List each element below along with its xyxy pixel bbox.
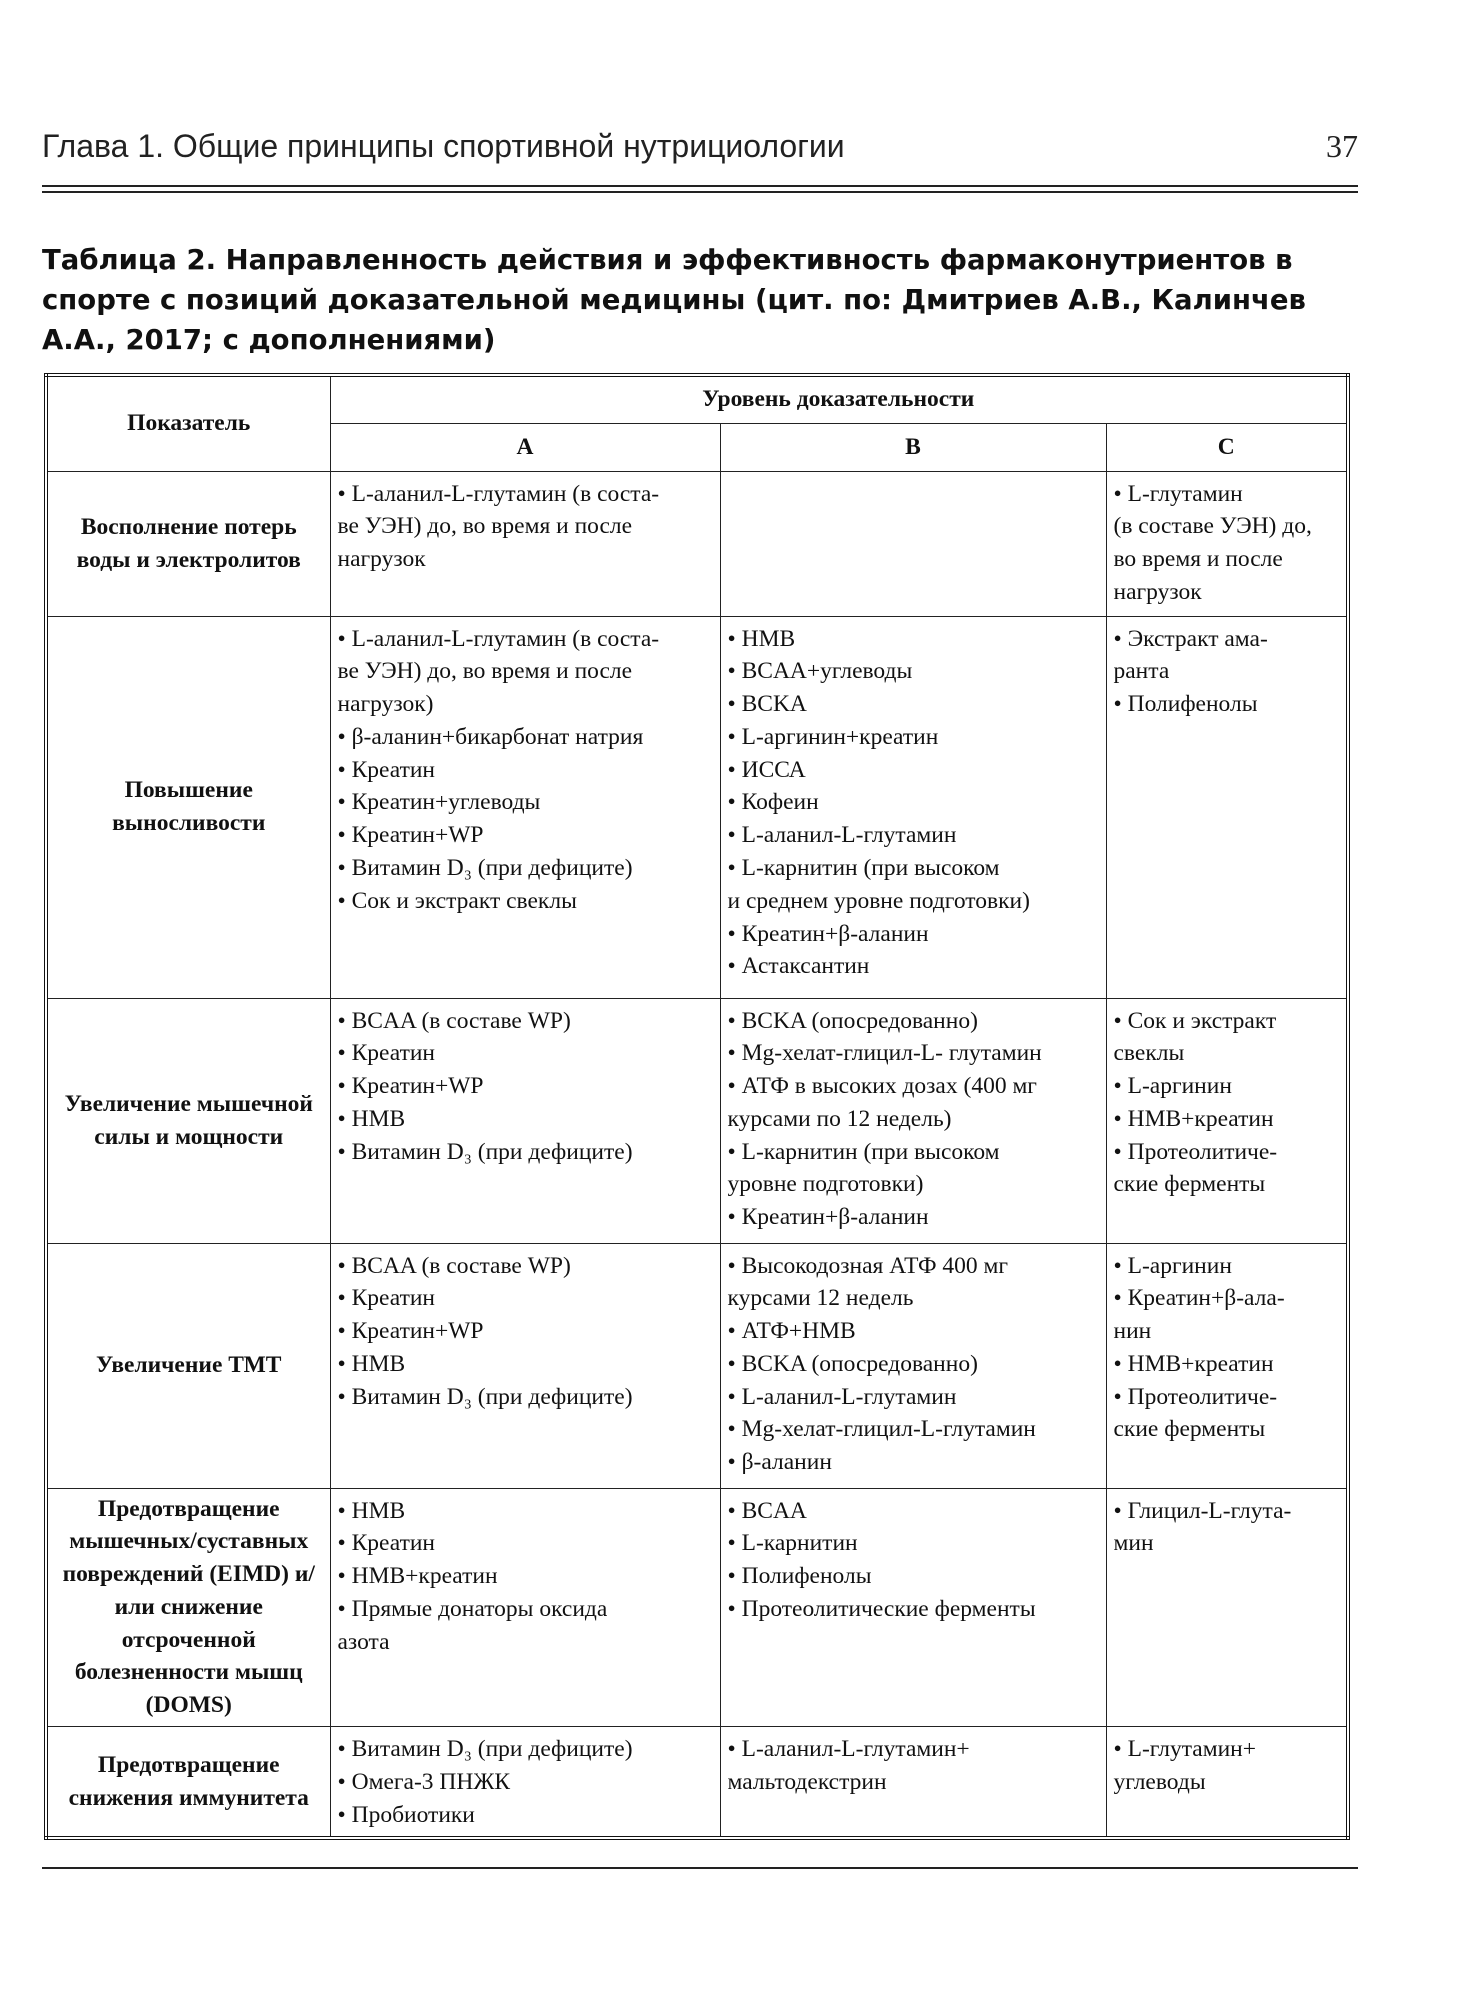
cell-line: • Креатин+WP <box>337 822 484 849</box>
cell-line: • Кофеин <box>727 789 819 816</box>
cell-line: • Сок и экстракт свеклы <box>337 887 577 914</box>
cell-line: • Витамин D₃ (при дефиците) <box>337 1736 633 1763</box>
cell-line: • Mg-хелат-глицил-L- глутамин <box>727 1040 1042 1067</box>
cell-line: • L-аланил-L-глутамин (в соста- <box>337 480 660 507</box>
header-level-b: B <box>720 423 1106 471</box>
cell-line: • Протеолитиче- <box>1113 1138 1278 1165</box>
cell-line: • Витамин D₃ (при дефиците) <box>337 855 633 882</box>
cell-level-c <box>1106 1243 1348 1488</box>
header-level-c: C <box>1106 423 1348 471</box>
cell-level-a <box>330 1243 720 1488</box>
cell-line: • L-глутамин+ <box>1113 1736 1256 1763</box>
cell-line: • Высокодозная АТФ 400 мг <box>727 1252 1009 1279</box>
cell-line: • L-аланил-L-глутамин <box>727 822 957 849</box>
cell-line: ве УЭН) до, во время и после <box>337 513 633 540</box>
cell-line: • β-аланин <box>727 1449 832 1476</box>
cell-line: • Креатин <box>337 756 435 783</box>
cell-line: • Полифенолы <box>727 1563 872 1590</box>
cell-line: • Витамин D₃ (при дефиците) <box>337 1138 633 1165</box>
row-indicator: Восполнение потерь воды и электролитов <box>46 471 330 616</box>
cell-line: • Креатин+WP <box>337 1318 484 1345</box>
cell-level-b <box>720 998 1106 1243</box>
cell-line: • HMB <box>337 1105 406 1132</box>
cell-line: • Прямые донаторы оксида <box>337 1595 608 1622</box>
row-indicator: Повышение выносливости <box>46 616 330 998</box>
cell-line: • Mg-хелат-глицил-L-глутамин <box>727 1416 1036 1443</box>
cell-line: • Полифенолы <box>1113 691 1258 718</box>
cell-line: • Витамин D₃ (при дефиците) <box>337 1383 633 1410</box>
cell-line: углеводы <box>1113 1768 1206 1795</box>
cell-line: • HMB+креатин <box>1113 1105 1274 1132</box>
header-level-a: A <box>330 423 720 471</box>
cell-level-a <box>330 1488 720 1727</box>
cell-line: • L-аргинин+креатин <box>727 723 939 750</box>
table-row <box>46 1243 1348 1488</box>
cell-line: • BCKA <box>727 691 807 718</box>
cell-line: • Креатин+β-аланин <box>727 1204 929 1231</box>
cell-line: • L-глутамин <box>1113 480 1243 507</box>
cell-line: нагрузок) <box>337 691 434 718</box>
cell-level-c <box>1106 1727 1348 1839</box>
cell-level-c <box>1106 1488 1348 1727</box>
cell-line: • АТФ+HMB <box>727 1318 856 1345</box>
cell-level-b <box>720 616 1106 998</box>
cell-line: нагрузок <box>1113 578 1202 605</box>
cell-line: • Пробиотики <box>337 1801 475 1828</box>
cell-line: нин <box>1113 1318 1152 1345</box>
cell-line: • L-аргинин <box>1113 1252 1232 1279</box>
cell-level-b <box>720 471 1106 616</box>
cell-line: • BCAA (в составе WP) <box>337 1007 571 1034</box>
cell-line: • Креатин <box>337 1040 435 1067</box>
cell-line: • Креатин+WP <box>337 1073 484 1100</box>
row-indicator: Предотвращение мышечных/суставных повреждений (EIMD) и/или снижение отсроченной болезненности мышц (DOMS) <box>46 1488 330 1727</box>
header-rule-top <box>42 185 1358 187</box>
page-number: 37 <box>1326 128 1358 164</box>
cell-line: • BCKA (опосредованно) <box>727 1350 978 1377</box>
cell-line: • HMB <box>727 625 796 652</box>
cell-line: • ИССА <box>727 756 806 783</box>
cell-line: • HMB+креатин <box>1113 1350 1274 1377</box>
cell-line: мин <box>1113 1530 1154 1557</box>
cell-line: • Глицил-L-глута- <box>1113 1497 1292 1524</box>
cell-line: • L-карнитин <box>727 1530 858 1557</box>
cell-level-c <box>1106 616 1348 998</box>
evidence-table <box>44 373 1350 1840</box>
cell-line: нагрузок <box>337 546 426 573</box>
header-rule-bottom <box>42 191 1358 193</box>
cell-level-b <box>720 1488 1106 1727</box>
cell-line: • Креатин <box>337 1530 435 1557</box>
cell-line: • L-аланил-L-глутамин (в соста- <box>337 625 660 652</box>
cell-line: уровне подготовки) <box>727 1171 924 1198</box>
cell-line: во время и после <box>1113 546 1283 573</box>
cell-line: • BCAA+углеводы <box>727 658 913 685</box>
cell-line: курсами по 12 недель) <box>727 1105 952 1132</box>
cell-line: свеклы <box>1113 1040 1185 1067</box>
cell-level-b <box>720 1243 1106 1488</box>
header-evidence-level: Уровень доказательности <box>330 375 1348 423</box>
cell-line: мальтодекстрин <box>727 1768 887 1795</box>
cell-line: • Креатин+β-ала- <box>1113 1285 1285 1312</box>
chapter-title: Глава 1. Общие принципы спортивной нутрициологии <box>42 128 845 164</box>
cell-line: и среднем уровне подготовки) <box>727 887 1030 914</box>
table-row <box>46 1727 1348 1839</box>
cell-line: курсами 12 недель <box>727 1285 914 1312</box>
cell-line: • HMB+креатин <box>337 1563 498 1590</box>
cell-line: • Креатин <box>337 1285 435 1312</box>
cell-level-c <box>1106 998 1348 1243</box>
cell-level-a <box>330 998 720 1243</box>
cell-line: • L-аргинин <box>1113 1073 1232 1100</box>
cell-line: ве УЭН) до, во время и после <box>337 658 633 685</box>
cell-line: • Астаксантин <box>727 953 870 980</box>
cell-line: • Креатин+β-аланин <box>727 920 929 947</box>
cell-line: • Сок и экстракт <box>1113 1007 1277 1034</box>
table-row <box>46 471 1348 616</box>
cell-level-a <box>330 1727 720 1839</box>
cell-line: ранта <box>1113 658 1170 685</box>
cell-level-a <box>330 471 720 616</box>
cell-line: • Омега-3 ПНЖК <box>337 1768 511 1795</box>
cell-line: • BCAA <box>727 1497 807 1524</box>
cell-line: • L-аланил-L-глутамин <box>727 1383 957 1410</box>
cell-line: • L-аланил-L-глутамин+ <box>727 1736 970 1763</box>
cell-line: • АТФ в высоких дозах (400 мг <box>727 1073 1037 1100</box>
table-caption: Таблица 2. Направленность действия и эффективность фармаконутриентов в спорте с позиций доказательной медицины (цит. по: Дмитриев А.В., Калинчев А.А., 2017; с дополнениями) <box>42 244 1306 356</box>
cell-line: азота <box>337 1628 390 1655</box>
cell-line: • HMB <box>337 1497 406 1524</box>
cell-line: • BCAA (в составе WP) <box>337 1252 571 1279</box>
cell-line: (в составе УЭН) до, <box>1113 513 1312 540</box>
header-indicator: Показатель <box>46 375 330 471</box>
row-indicator: Увеличение мышечной силы и мощности <box>46 998 330 1243</box>
row-indicator: Увеличение ТМТ <box>46 1243 330 1488</box>
cell-line: • Протеолитиче- <box>1113 1383 1278 1410</box>
running-head <box>42 128 1358 168</box>
cell-line: • β-аланин+бикарбонат натрия <box>337 723 644 750</box>
cell-line: • Протеолитические ферменты <box>727 1595 1036 1622</box>
cell-line: • L-карнитин (при высоком <box>727 855 1000 882</box>
table-row <box>46 998 1348 1243</box>
footer-rule <box>42 1867 1358 1869</box>
cell-line: ские ферменты <box>1113 1416 1266 1443</box>
table-body <box>46 471 1348 1838</box>
cell-level-c <box>1106 471 1348 616</box>
cell-level-b <box>720 1727 1106 1839</box>
cell-line: • BCKA (опосредованно) <box>727 1007 978 1034</box>
cell-line: • Креатин+углеводы <box>337 789 541 816</box>
row-indicator: Предотвращение снижения иммунитета <box>46 1727 330 1839</box>
cell-line: • HMB <box>337 1350 406 1377</box>
cell-line: ские ферменты <box>1113 1171 1266 1198</box>
cell-level-a <box>330 616 720 998</box>
cell-line: • L-карнитин (при высоком <box>727 1138 1000 1165</box>
table-row <box>46 1488 1348 1727</box>
cell-line: • Экстракт ама- <box>1113 625 1268 652</box>
table-row <box>46 616 1348 998</box>
